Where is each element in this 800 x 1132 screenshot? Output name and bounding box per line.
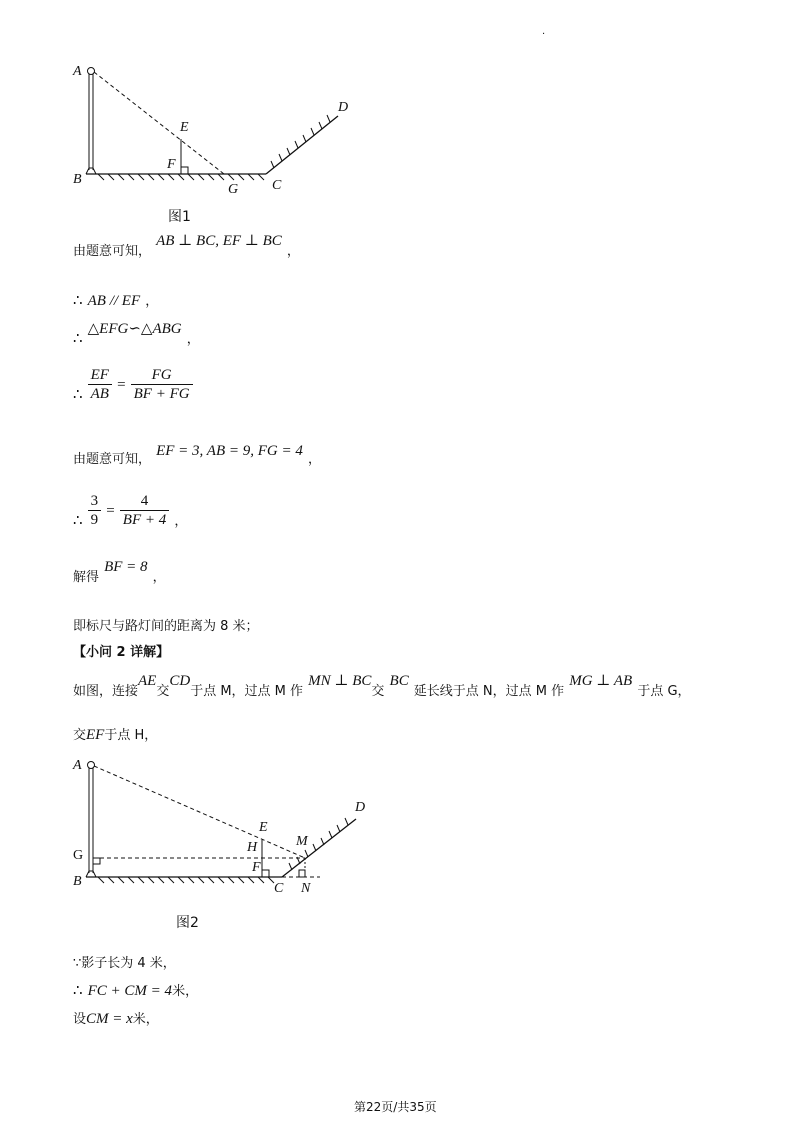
line-6 <box>73 492 187 529</box>
line-10 <box>73 673 691 700</box>
line-4-fraction-1 <box>88 366 112 403</box>
line-13-suffix: 米， <box>172 984 199 999</box>
fig2-label-h: H <box>247 840 258 855</box>
line-11-b: 于点 H， <box>104 728 158 743</box>
line-7-text: 解得 <box>73 570 100 585</box>
fig1-hatching <box>98 115 330 180</box>
line-6-frac1-num: 3 <box>88 492 102 511</box>
fig2-label-a: A <box>73 758 82 773</box>
fig1-light-ray <box>94 72 224 174</box>
line-10-m4: BC <box>389 673 409 689</box>
line-2 <box>73 290 158 310</box>
line-11-a: 交 <box>73 728 87 743</box>
line-2-math: AB // EF <box>87 293 141 309</box>
fig1-slope <box>266 116 338 174</box>
line-6-frac2-num: 4 <box>120 492 169 511</box>
line-7-math: BF = 8 <box>104 559 148 575</box>
fig1-label-a: A <box>73 64 82 79</box>
line-14-math: CM = x <box>86 1011 133 1027</box>
line-10-b: 交 <box>156 684 170 699</box>
fig2-label-m: M <box>296 834 308 849</box>
fig1-lamp <box>88 68 95 75</box>
line-4-frac2-den: BF + FG <box>133 386 190 402</box>
line-7-suffix: ， <box>152 570 166 585</box>
line-5 <box>73 443 321 468</box>
line-2-therefore: ∴ <box>73 293 83 309</box>
fig2-caption: 图2 <box>176 915 199 931</box>
line-3-suffix: ， <box>186 332 200 347</box>
line-10-f: 于点 G， <box>637 684 691 699</box>
line-6-equals: = <box>106 503 115 519</box>
fig2-label-c: C <box>274 881 284 896</box>
fig1-label-f: F <box>167 157 176 172</box>
line-6-frac1-den: 9 <box>90 512 99 528</box>
line-13-math: FC + CM = 4 <box>87 983 173 999</box>
fig2-label-n: N <box>301 881 311 896</box>
fig2-hatching <box>98 818 348 883</box>
fig2-label-b: B <box>73 874 82 889</box>
line-10-m3: MN ⊥ BC <box>308 673 372 689</box>
line-11 <box>73 724 157 744</box>
fig2-right-angle-n <box>299 870 305 877</box>
line-4-therefore: ∴ <box>73 387 83 403</box>
line-14-suffix: 米， <box>132 1012 159 1027</box>
line-5-math: EF = 3, AB = 9, FG = 4 <box>156 443 303 459</box>
line-8: 即标尺与路灯间的距离为 8 米； <box>73 619 259 634</box>
fig2-label-e: E <box>259 820 268 835</box>
fig2-right-angle-f <box>262 870 269 877</box>
line-10-a: 如图，连接 <box>73 684 139 699</box>
line-10-e: 延长线于点 N，过点 M 作 <box>413 684 565 699</box>
fig2-label-g: G <box>73 848 84 863</box>
fig2-slope <box>282 819 356 877</box>
line-3-math: △EFG∽△ABG <box>87 321 182 337</box>
line-3-therefore: ∴ <box>73 331 83 347</box>
line-6-fraction-1 <box>88 492 102 529</box>
fig2-label-d: D <box>355 800 366 815</box>
fig1-right-angle <box>181 167 188 174</box>
line-10-m2: CD <box>169 673 191 689</box>
line-1 <box>73 233 300 260</box>
fig2-light-ray <box>94 766 305 858</box>
section-heading: 【小问 2 详解】 <box>73 645 170 660</box>
line-6-suffix: ， <box>174 514 188 529</box>
line-2-suffix: ， <box>145 294 159 309</box>
fig1-pole-base <box>86 168 96 174</box>
line-12: ∵影子长为 4 米， <box>73 956 176 971</box>
line-4-fraction-2 <box>131 366 193 403</box>
line-4 <box>73 366 193 403</box>
line-5-suffix: ， <box>307 452 321 467</box>
line-5-text: 由题意可知， <box>73 452 152 467</box>
line-4-equals: = <box>117 377 126 393</box>
fig1-label-d: D <box>338 100 349 115</box>
line-4-frac2-num: FG <box>131 366 193 385</box>
line-1-math: AB ⊥ BC, EF ⊥ BC <box>156 233 282 249</box>
fig2-pole-base <box>86 871 96 877</box>
line-13-therefore: ∴ <box>73 983 83 999</box>
fig2-label-f: F <box>252 860 261 875</box>
line-6-therefore: ∴ <box>73 513 83 529</box>
line-4-frac1-den: AB <box>90 386 109 402</box>
fig2-right-angle-g <box>93 858 100 864</box>
line-10-m5: MG ⊥ AB <box>569 673 633 689</box>
fig1-label-b: B <box>73 172 82 187</box>
line-14-prefix: 设 <box>73 1012 87 1027</box>
fig1-label-c: C <box>272 178 282 193</box>
page-footer: 第22页/共35页 <box>354 1100 437 1114</box>
line-10-d: 交 <box>371 684 385 699</box>
line-13 <box>73 980 198 1000</box>
header-dot: . <box>542 26 546 37</box>
line-10-c: 于点 M，过点 M 作 <box>190 684 304 699</box>
line-14 <box>73 1008 159 1028</box>
fig1-caption: 图1 <box>168 209 191 225</box>
line-1-suffix: ， <box>286 244 300 259</box>
line-6-frac2-den: BF + 4 <box>122 512 167 528</box>
fig1-label-g: G <box>228 182 239 197</box>
line-7 <box>73 559 166 586</box>
line-6-fraction-2 <box>120 492 169 529</box>
line-3 <box>73 318 200 347</box>
fig2-lamp <box>88 762 95 769</box>
line-10-m1: AE <box>138 673 157 689</box>
line-4-frac1-num: EF <box>88 366 112 385</box>
fig1-label-e: E <box>180 120 189 135</box>
line-11-math: EF <box>86 727 105 743</box>
line-1-text: 由题意可知， <box>73 244 152 259</box>
